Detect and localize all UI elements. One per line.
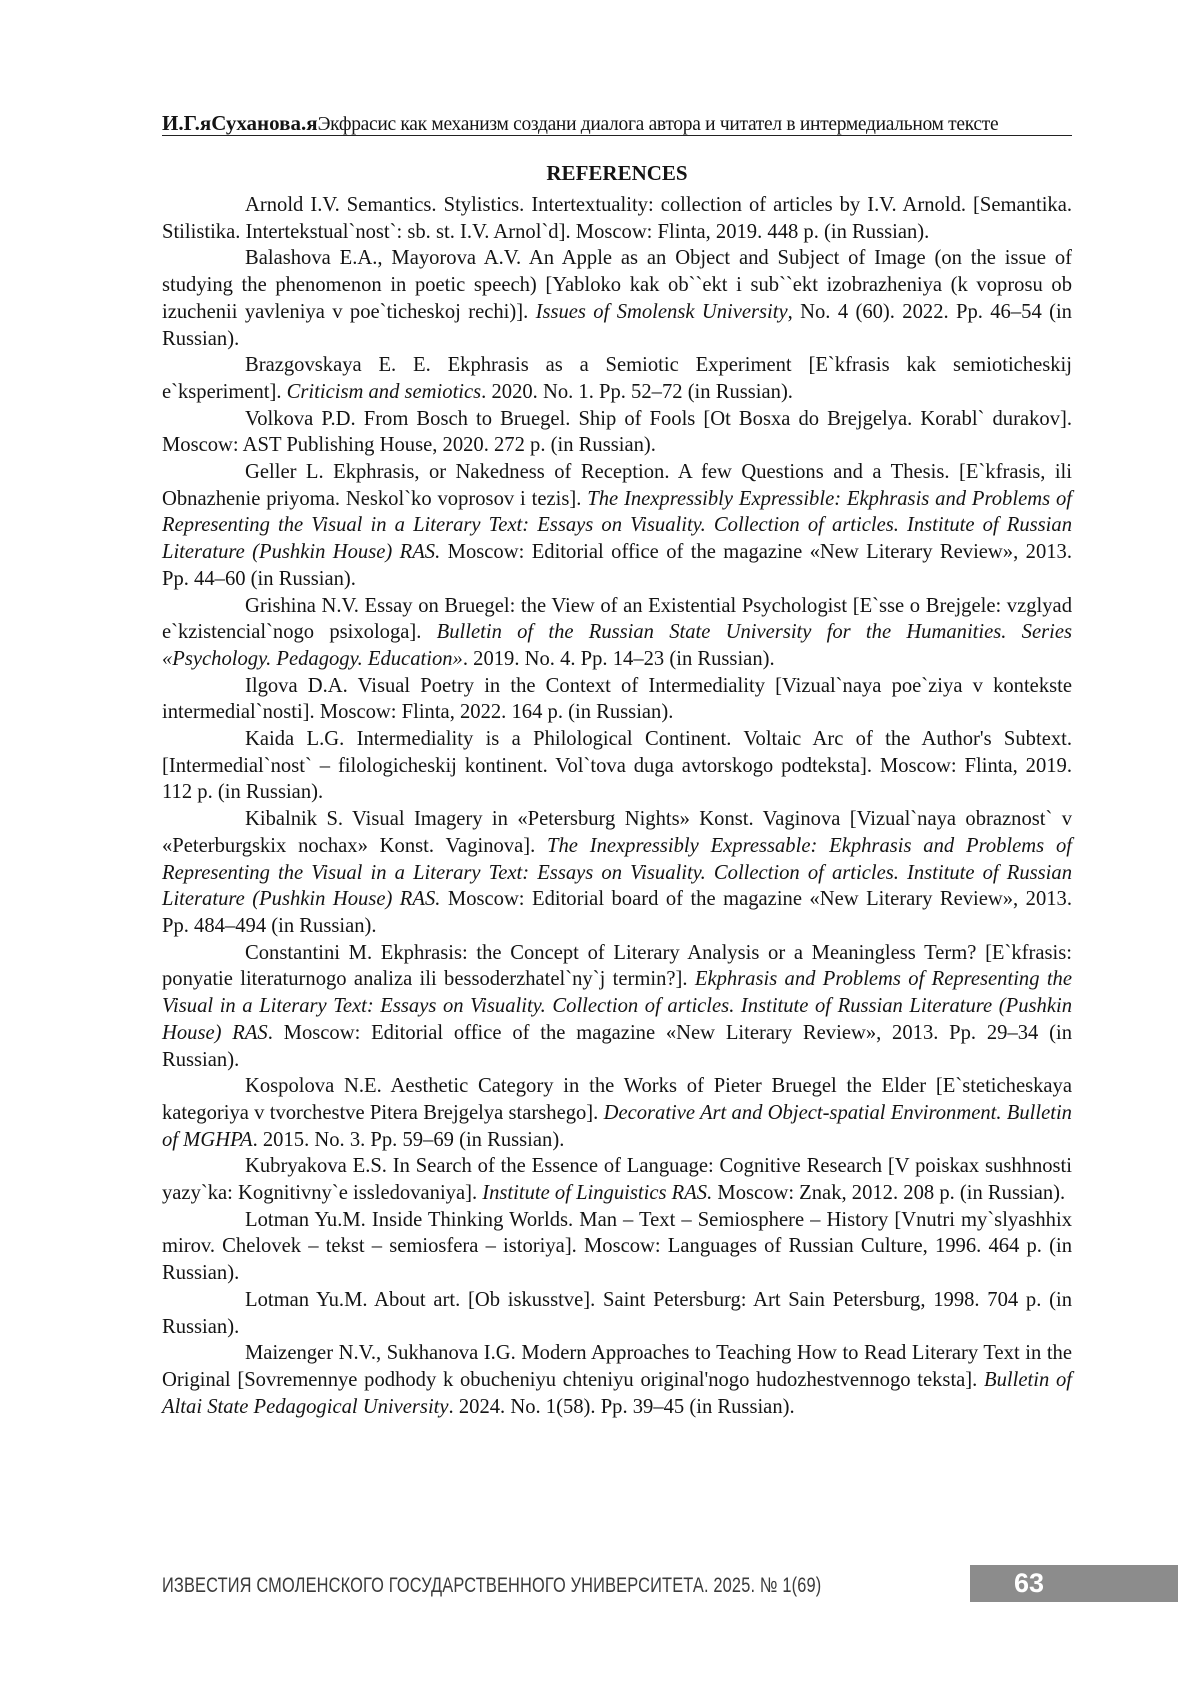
reference-source-title: Bulletin of the Russian State University for the Humanities. Series «Psychology. Pedagogy. Education» (162, 621, 1072, 670)
reference-text: Arnold I.V. Semantics. Stylistics. Intertextuality: collection of articles by I.V. Arnold. [Semantika. Stilistika. Intertekstual`nost`: sb. st. I.V. Arnol`d]. Moscow: Flinta, 2019. 448 p. (in Russian). (162, 194, 1072, 243)
reference-text: Grishina N.V. Essay on Bruegel: the View of an Existential Psychologist [E`sse o Brejgele: vzglyad e`kzistencial`nogo psixologa]. (162, 594, 1072, 644)
reference-source-title: Criticism and semiotics (286, 380, 482, 403)
reference-source-title: Institute of Linguistics RAS. (482, 1182, 713, 1205)
reference-text: Constantini M. Ekphrasis: the Concept of Literary Analysis or a Meaningless Term? [E`kfrasis: ponyatie literaturnogo analiza ili bessoderzhatel`ny`j termin?]. (162, 941, 1072, 991)
reference-details: , No. 4 (60). 2022. Pp. 46–54 (in Russian). (162, 300, 1072, 350)
reference-entry (162, 1340, 1072, 1420)
reference-entry (162, 1153, 1072, 1206)
reference-text: Geller L. Ekphrasis, or Nakedness of Reception. A few Questions and a Thesis. [E`kfrasis, ili Obnazhenie priyoma. Neskol`ko voprosov i tezis]. (162, 461, 1072, 510)
reference-entry (162, 459, 1072, 593)
reference-source-title: The Inexpressibly Expressable: Ekphrasis and Problems of Representing the Visual in a Literary Text: Essays on Visuality. Collection of articles. Institute of Russian Literature (Pushkin House) RAS. (162, 834, 1072, 911)
reference-entry (162, 940, 1072, 1074)
reference-entry (162, 192, 1072, 245)
reference-details: . 2019. No. 4. Pp. 14–23 (in Russian). (462, 647, 775, 670)
reference-text: Kospolova N.E. Aesthetic Category in the Works of Pieter Bruegel the Elder [E`steticheskaya kategoriya v tvorchestve Pitera Brejgelya starshego]. (162, 1075, 1072, 1124)
reference-details: . Moscow: Editorial office of the magazine «New Literary Review», 2013. Pp. 29–34 (in Russian). (162, 1021, 1072, 1071)
reference-text: Balashova E.A., Mayorova A.V. An Apple as an Object and Subject of Image (on the issue of studying the phenomenon in poetic speech) [Yabloko kak ob``ekt i sub``ekt izobrazheniya (k voprosu ob izuchenii yavleniya v poe`ticheskoj rechi)]. (162, 247, 1072, 323)
reference-text: Kaida L.G. Intermediality is a Philological Continent. Voltaic Arc of the Author's Subtext. [Intermedial`nost` – filologicheskij kontinent. Vol`tova duga avtorskogo podteksta]. Moscow: Flinta, 2019. 112 p. (in Russian). (162, 728, 1072, 804)
reference-entry (162, 1207, 1072, 1287)
reference-entry (162, 1073, 1072, 1153)
reference-entry (162, 673, 1072, 726)
reference-text: Kibalnik S. Visual Imagery in «Petersburg Nights» Konst. Vaginova [Vizual`naya obraznost` v «Peterburgskix nochax» Konst. Vaginova]. (162, 808, 1072, 857)
references-heading: REFERENCES (546, 161, 688, 185)
reference-text: Lotman Yu.M. About art. [Ob iskusstve]. Saint Petersburg: Art Sain Petersburg, 1998. 704 p. (in Russian). (162, 1288, 1072, 1338)
reference-entry (162, 593, 1072, 673)
reference-entry (162, 726, 1072, 806)
header-author: И.Г.яСуханова.я (162, 111, 318, 135)
running-header (162, 111, 1072, 137)
reference-source-title: The Inexpressibly Expressible: Ekphrasis and Problems of Representing the Visual in a Literary Text: Essays on Visuality. Collection of articles. Institute of Russian Literature (Pushkin House) RAS. (162, 487, 1072, 564)
reference-source-title: Bulletin of Altai State Pedagogical University (162, 1368, 1072, 1418)
reference-text: Maizenger N.V., Sukhanova I.G. Modern Approaches to Teaching How to Read Literary Text in the Original [Sovremennye podhody k obucheniyu chteniyu original'nogo hudozhestvennogo teksta]. (162, 1342, 1072, 1391)
reference-text: Lotman Yu.M. Inside Thinking Worlds. Man – Text – Semiosphere – History [Vnutri my`slyashhix mirov. Chelovek – tekst – semiosfera – istoriya]. Moscow: Languages of Russian Culture, 1996. 464 p. (in Russian). (162, 1208, 1072, 1285)
reference-source-title: Issues of Smolensk University (535, 300, 788, 323)
reference-details: Moscow: Editorial board of the magazine «New Literary Review», 2013. Pp. 484–494 (in Russian). (162, 888, 1072, 937)
page-number: 63 (1013, 1568, 1045, 1598)
header-article-title: Экфрасис как механизм создани диалога автора и читател в интермедиальном тексте (317, 114, 999, 135)
reference-entry (162, 1287, 1072, 1340)
reference-text: Kubryakova E.S. In Search of the Essence of Language: Cognitive Research [V poiskax sushhnosti yazy`ka: Kognitivny`e issledovaniya]. (162, 1155, 1072, 1205)
reference-source-title: Ekphrasis and Problems of Representing the Visual in a Literary Text: Essays on Visuality. Collection of articles. Institute of Russian Literature (Pushkin House) RAS (162, 968, 1072, 1044)
reference-details: . 2015. No. 3. Pp. 59–69 (in Russian). (252, 1128, 565, 1151)
reference-details: . 2020. No. 1. Pp. 52–72 (in Russian). (481, 380, 793, 403)
reference-entry (162, 352, 1072, 405)
reference-entry (162, 406, 1072, 459)
reference-details: Moscow: Znak, 2012. 208 p. (in Russian). (712, 1182, 1066, 1205)
header-divider (162, 135, 1072, 136)
reference-details: . 2024. No. 1(58). Pp. 39–45 (in Russian). (448, 1395, 795, 1418)
reference-entry (162, 806, 1072, 940)
footer-journal-name: ИЗВЕСТИЯ СМОЛЕНСКОГО ГОСУДАРСТВЕННОГО УНИВЕРСИТЕТА. 2025. № 1(69) (162, 1574, 822, 1597)
reference-text: Ilgova D.A. Visual Poetry in the Context of Intermediality [Vizual`naya poe`ziya v kontekste intermedial`nosti]. Moscow: Flinta, 2022. 164 p. (in Russian). (162, 674, 1072, 724)
reference-text: Brazgovskaya E. E. Ekphrasis as a Semiotic Experiment [E`kfrasis kak semioticheskij e`ksperiment]. (162, 354, 1072, 403)
reference-entry (162, 245, 1072, 352)
reference-details: Moscow: Editorial office of the magazine «New Literary Review», 2013. Pp. 44–60 (in Russian). (162, 541, 1072, 590)
reference-source-title: Decorative Art and Object-spatial Environment. Bulletin of MGHPA (162, 1101, 1072, 1151)
references-list (162, 192, 1072, 1420)
reference-text: Volkova P.D. From Bosch to Bruegel. Ship of Fools [Ot Bosxa do Brejgelya. Korabl` durakov]. Moscow: AST Publishing House, 2020. 272 p. (in Russian). (162, 407, 1072, 457)
page-number-box (970, 1565, 1178, 1602)
